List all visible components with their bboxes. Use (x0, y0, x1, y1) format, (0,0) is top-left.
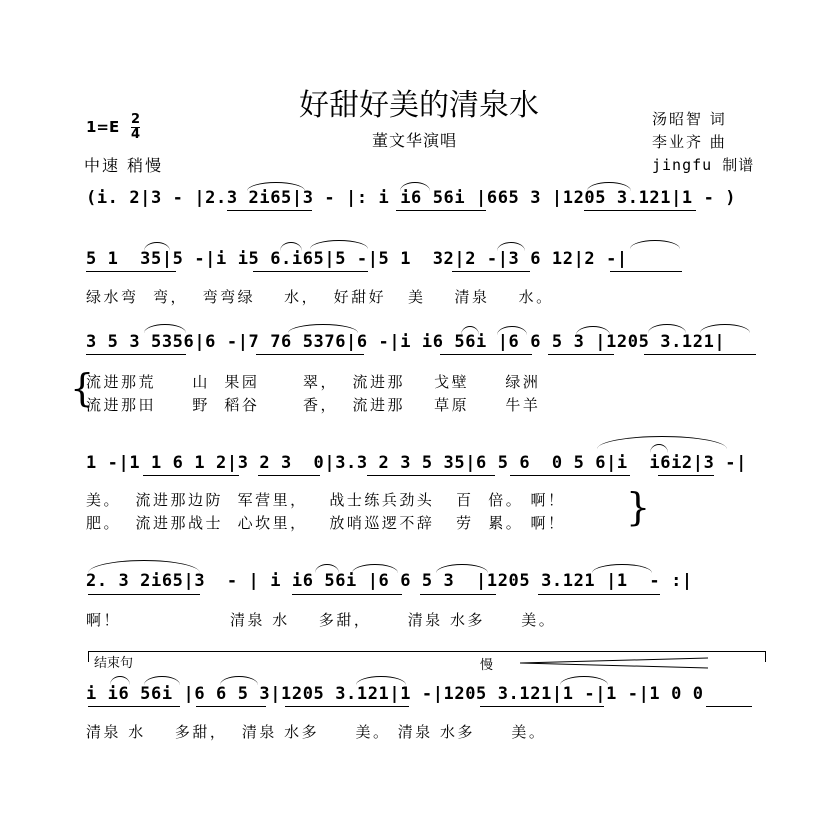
beam-underline (644, 354, 756, 355)
beam-underline (196, 706, 266, 707)
time-signature-top: 2 (131, 112, 141, 127)
slur-mark (110, 676, 130, 685)
slur-mark (436, 564, 488, 573)
verse-brace-closing: } (626, 485, 651, 529)
lyricist-credit: 汤昭智 词 (652, 110, 727, 128)
slur-mark (497, 326, 527, 335)
slur-mark (700, 324, 750, 333)
beam-underline (658, 475, 714, 476)
beam-underline (253, 271, 368, 272)
singer-credit: 董文华演唱 (372, 131, 458, 150)
beam-underline (227, 210, 312, 211)
time-signature (131, 113, 140, 142)
slow-marking: 慢 (480, 658, 494, 673)
lyrics-row-2: 绿水弯 弯， 弯弯绿 水， 好甜好 美 清泉 水。 (86, 288, 554, 306)
notation-row-5: 2. 3 2i65|3 - | i i6 56i |6 6 5 3 |1205 3.121 |1 - :| (86, 571, 693, 591)
slur-mark (220, 676, 258, 685)
beam-underline (88, 594, 200, 595)
beam-underline (610, 271, 682, 272)
beam-underline (292, 594, 402, 595)
slur-mark (288, 324, 358, 333)
slur-mark (310, 240, 368, 249)
beam-underline (367, 475, 495, 476)
beam-underline (538, 594, 660, 595)
song-title: 好甜好美的清泉水 (299, 88, 539, 123)
beam-underline (420, 594, 496, 595)
lyrics-row-4-verse-1: 美。 流进那边防 军营里， 战士练兵劲头 百 倍。 啊！ (86, 491, 566, 509)
time-signature-bottom: 4 (131, 127, 141, 142)
beam-underline (440, 354, 532, 355)
beam-underline (510, 475, 630, 476)
beam-underline (452, 271, 530, 272)
ending-label: 结束句 (94, 656, 134, 671)
lyrics-row-3-verse-1: 流进那荒 山 果园 翠， 流进那 戈壁 绿洲 (86, 373, 541, 391)
slur-mark (576, 326, 610, 335)
slur-mark (630, 240, 680, 249)
slur-mark (247, 182, 305, 191)
slur-mark (592, 564, 652, 573)
slur-mark (315, 564, 339, 573)
slur-mark (144, 676, 180, 685)
slur-mark (587, 182, 631, 191)
arranger-credit: jingfu 制谱 (652, 156, 755, 174)
beam-underline (86, 271, 176, 272)
slur-mark (280, 242, 302, 251)
slur-mark (497, 242, 525, 251)
beam-underline (584, 210, 696, 211)
notation-row-4: 1 -|1 1 6 1 2|3 2 3 0|3.3 2 3 5 35|6 5 6 0 5 6|i i6i2|3 -| (86, 453, 747, 473)
lyrics-row-4-verse-2: 肥。 流进那战士 心坎里， 放哨巡逻不辞 劳 累。 啊！ (86, 514, 566, 532)
beam-underline (256, 354, 364, 355)
beam-underline (86, 354, 186, 355)
beam-underline (88, 706, 180, 707)
notation-row-3: 3 5 3 5356|6 -|7 76 5376|6 -|i i6 56i |6 6 5 3 |1205 3.121| (86, 332, 726, 352)
lyrics-row-6: 清泉 水 多甜， 清泉 水多 美。 清泉 水多 美。 (86, 723, 547, 741)
slur-mark (648, 324, 686, 333)
beam-underline (548, 354, 614, 355)
notation-row-1: (i. 2|3 - |2.3 2i65|3 - |: i i6 56i |665 3 |1205 3.121|1 - ) (86, 188, 737, 208)
notation-row-6: i i6 56i |6 6 5 3|1205 3.121|1 -|1205 3.121|1 -|1 -|1 0 0 (86, 684, 704, 704)
slur-mark (88, 560, 200, 573)
slur-mark (560, 676, 608, 685)
slur-mark (461, 326, 479, 335)
beam-underline (285, 706, 409, 707)
beam-underline (258, 475, 320, 476)
key-signature: 1=E (86, 118, 120, 136)
slur-mark (352, 564, 398, 573)
tempo-marking: 中速 稍慢 (84, 156, 164, 175)
decrescendo-hairpin (520, 656, 710, 670)
beam-underline (396, 210, 486, 211)
lyrics-row-5: 啊！ 清泉 水 多甜， 清泉 水多 美。 (86, 611, 557, 629)
lyrics-row-3-verse-2: 流进那田 野 稻谷 香， 流进那 草原 牛羊 (86, 396, 541, 414)
slur-mark (356, 676, 406, 685)
slur-mark (144, 324, 186, 333)
verse-brace: { (70, 366, 95, 410)
composer-credit: 李业齐 曲 (652, 133, 727, 151)
notation-row-2: 5 1 35|5 -|i i5 6.i65|5 -|5 1 32|2 -|3 6 12|2 -| (86, 249, 628, 269)
beam-underline (480, 706, 604, 707)
slur-mark (144, 242, 170, 251)
slur-mark (400, 182, 430, 191)
beam-underline (143, 475, 239, 476)
beam-underline (706, 706, 752, 707)
